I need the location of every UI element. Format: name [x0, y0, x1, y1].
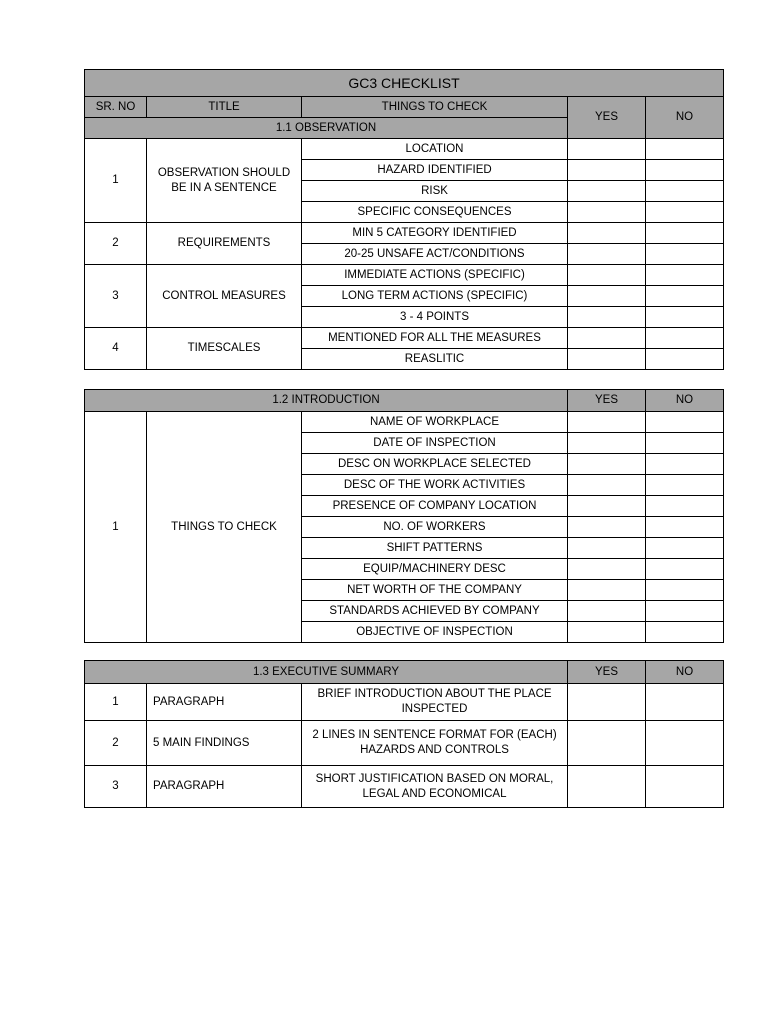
no-checkbox-cell[interactable]	[646, 433, 724, 454]
yes-checkbox-cell[interactable]	[568, 223, 646, 244]
check-item: OBJECTIVE OF INSPECTION	[302, 622, 568, 643]
no-checkbox-cell[interactable]	[646, 538, 724, 559]
no-checkbox-cell[interactable]	[646, 766, 724, 808]
check-item: SHIFT PATTERNS	[302, 538, 568, 559]
yes-checkbox-cell[interactable]	[568, 454, 646, 475]
yes-checkbox-cell[interactable]	[568, 721, 646, 766]
no-checkbox-cell[interactable]	[646, 202, 724, 223]
yes-checkbox-cell[interactable]	[568, 475, 646, 496]
header-no: NO	[646, 390, 724, 412]
check-item: LOCATION	[302, 139, 568, 160]
introduction-checklist-table	[84, 389, 724, 643]
table-row	[85, 721, 724, 766]
check-item: PRESENCE OF COMPANY LOCATION	[302, 496, 568, 517]
yes-checkbox-cell[interactable]	[568, 601, 646, 622]
check-item: SPECIFIC CONSEQUENCES	[302, 202, 568, 223]
yes-checkbox-cell[interactable]	[568, 622, 646, 643]
no-checkbox-cell[interactable]	[646, 139, 724, 160]
header-things-to-check: THINGS TO CHECK	[302, 97, 568, 118]
check-item: 2 LINES IN SENTENCE FORMAT FOR (EACH) HAZARDS AND CONTROLS	[302, 721, 568, 766]
section-heading: 1.3 EXECUTIVE SUMMARY	[85, 661, 568, 684]
no-checkbox-cell[interactable]	[646, 412, 724, 433]
header-no: NO	[646, 661, 724, 684]
row-title: THINGS TO CHECK	[147, 412, 302, 643]
yes-checkbox-cell[interactable]	[568, 307, 646, 328]
table-row	[85, 412, 724, 433]
no-checkbox-cell[interactable]	[646, 328, 724, 349]
yes-checkbox-cell[interactable]	[568, 559, 646, 580]
yes-checkbox-cell[interactable]	[568, 202, 646, 223]
yes-checkbox-cell[interactable]	[568, 433, 646, 454]
no-checkbox-cell[interactable]	[646, 244, 724, 265]
no-checkbox-cell[interactable]	[646, 601, 724, 622]
check-item: DESC ON WORKPLACE SELECTED	[302, 454, 568, 475]
row-title: OBSERVATION SHOULD BE IN A SENTENCE	[147, 139, 302, 223]
table-row	[85, 766, 724, 808]
check-item: DESC OF THE WORK ACTIVITIES	[302, 475, 568, 496]
check-item: BRIEF INTRODUCTION ABOUT THE PLACE INSPECTED	[302, 684, 568, 721]
no-checkbox-cell[interactable]	[646, 622, 724, 643]
row-title: REQUIREMENTS	[147, 223, 302, 265]
row-title: TIMESCALES	[147, 328, 302, 370]
no-checkbox-cell[interactable]	[646, 307, 724, 328]
no-checkbox-cell[interactable]	[646, 265, 724, 286]
no-checkbox-cell[interactable]	[646, 517, 724, 538]
yes-checkbox-cell[interactable]	[568, 328, 646, 349]
check-item: LONG TERM ACTIONS (SPECIFIC)	[302, 286, 568, 307]
check-item: NAME OF WORKPLACE	[302, 412, 568, 433]
yes-checkbox-cell[interactable]	[568, 766, 646, 808]
observation-checklist-table	[84, 69, 724, 370]
section-heading: 1.1 OBSERVATION	[85, 118, 568, 139]
row-title: 5 MAIN FINDINGS	[147, 721, 302, 766]
sr-number: 3	[85, 766, 147, 808]
no-checkbox-cell[interactable]	[646, 580, 724, 601]
table-row	[85, 684, 724, 721]
no-checkbox-cell[interactable]	[646, 286, 724, 307]
sr-number: 4	[85, 328, 147, 370]
no-checkbox-cell[interactable]	[646, 684, 724, 721]
check-item: NO. OF WORKERS	[302, 517, 568, 538]
sr-number: 3	[85, 265, 147, 328]
header-yes: YES	[568, 661, 646, 684]
sr-number: 1	[85, 684, 147, 721]
yes-checkbox-cell[interactable]	[568, 265, 646, 286]
check-item: 3 - 4 POINTS	[302, 307, 568, 328]
no-checkbox-cell[interactable]	[646, 496, 724, 517]
header-title: TITLE	[147, 97, 302, 118]
table-row	[85, 139, 724, 160]
row-title: PARAGRAPH	[147, 766, 302, 808]
yes-checkbox-cell[interactable]	[568, 286, 646, 307]
no-checkbox-cell[interactable]	[646, 160, 724, 181]
no-checkbox-cell[interactable]	[646, 475, 724, 496]
check-item: STANDARDS ACHIEVED BY COMPANY	[302, 601, 568, 622]
yes-checkbox-cell[interactable]	[568, 517, 646, 538]
check-item: MIN 5 CATEGORY IDENTIFIED	[302, 223, 568, 244]
table-row	[85, 328, 724, 349]
checklist-title: GC3 CHECKLIST	[85, 70, 724, 97]
yes-checkbox-cell[interactable]	[568, 160, 646, 181]
no-checkbox-cell[interactable]	[646, 349, 724, 370]
sr-number: 2	[85, 721, 147, 766]
check-item: IMMEDIATE ACTIONS (SPECIFIC)	[302, 265, 568, 286]
yes-checkbox-cell[interactable]	[568, 181, 646, 202]
yes-checkbox-cell[interactable]	[568, 580, 646, 601]
row-title: CONTROL MEASURES	[147, 265, 302, 328]
check-item: MENTIONED FOR ALL THE MEASURES	[302, 328, 568, 349]
no-checkbox-cell[interactable]	[646, 454, 724, 475]
row-title: PARAGRAPH	[147, 684, 302, 721]
yes-checkbox-cell[interactable]	[568, 412, 646, 433]
no-checkbox-cell[interactable]	[646, 181, 724, 202]
yes-checkbox-cell[interactable]	[568, 538, 646, 559]
sr-number: 2	[85, 223, 147, 265]
yes-checkbox-cell[interactable]	[568, 139, 646, 160]
check-item: DATE OF INSPECTION	[302, 433, 568, 454]
executive-summary-table	[84, 660, 724, 808]
no-checkbox-cell[interactable]	[646, 223, 724, 244]
sr-number: 1	[85, 412, 147, 643]
yes-checkbox-cell[interactable]	[568, 244, 646, 265]
check-item: NET WORTH OF THE COMPANY	[302, 580, 568, 601]
header-yes: YES	[568, 97, 646, 139]
yes-checkbox-cell[interactable]	[568, 349, 646, 370]
check-item: SHORT JUSTIFICATION BASED ON MORAL, LEGAL AND ECONOMICAL	[302, 766, 568, 808]
check-item: RISK	[302, 181, 568, 202]
header-no: NO	[646, 97, 724, 139]
section-heading: 1.2 INTRODUCTION	[85, 390, 568, 412]
table-row	[85, 265, 724, 286]
no-checkbox-cell[interactable]	[646, 559, 724, 580]
header-sr-no: SR. NO	[85, 97, 147, 118]
sr-number: 1	[85, 139, 147, 223]
check-item: REASLITIC	[302, 349, 568, 370]
check-item: 20-25 UNSAFE ACT/CONDITIONS	[302, 244, 568, 265]
header-yes: YES	[568, 390, 646, 412]
yes-checkbox-cell[interactable]	[568, 684, 646, 721]
check-item: EQUIP/MACHINERY DESC	[302, 559, 568, 580]
check-item: HAZARD IDENTIFIED	[302, 160, 568, 181]
table-row	[85, 223, 724, 244]
no-checkbox-cell[interactable]	[646, 721, 724, 766]
yes-checkbox-cell[interactable]	[568, 496, 646, 517]
